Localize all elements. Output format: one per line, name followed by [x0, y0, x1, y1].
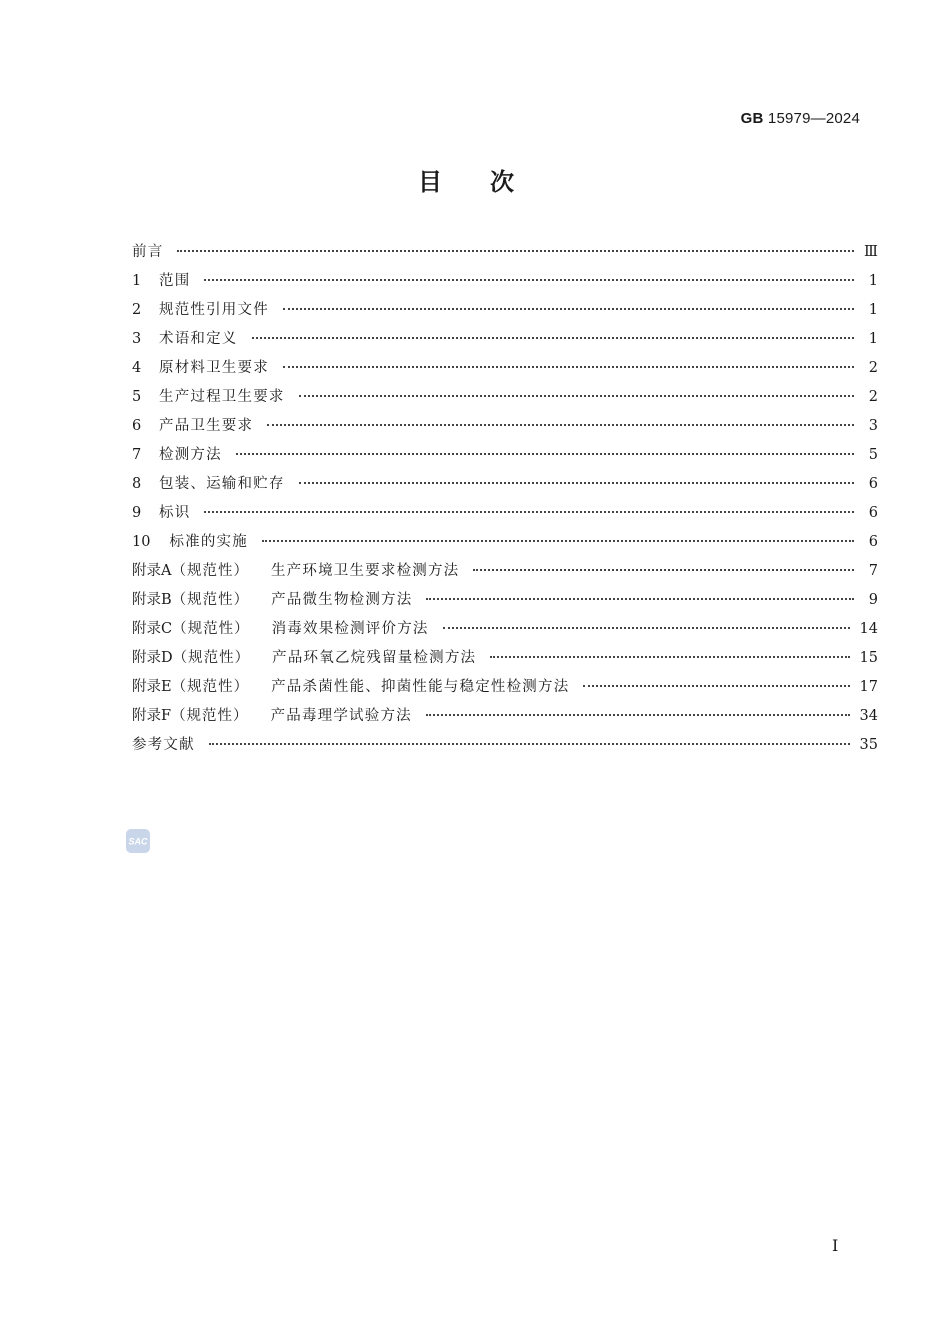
- toc-section-number: 9: [132, 505, 142, 521]
- toc-section-number: 10: [132, 534, 151, 550]
- toc-page-number: 6: [868, 505, 878, 521]
- toc-leader-dots: [252, 337, 855, 339]
- toc-entry[interactable]: [132, 733, 878, 762]
- toc-page-number: 15: [859, 650, 878, 666]
- toc-section-number: 2: [132, 302, 142, 318]
- toc-annex-label: [132, 646, 250, 667]
- toc-section-number: 8: [132, 476, 142, 492]
- toc-entry-title: 检测方法: [159, 447, 222, 463]
- toc-entry-title: 产品微生物检测方法: [271, 592, 413, 608]
- toc-annex-label: [132, 704, 249, 725]
- standard-code-prefix: GB: [740, 110, 764, 127]
- toc-page-number: 1: [868, 273, 878, 289]
- toc-leader-dots: [426, 714, 850, 716]
- toc-leader-dots: [204, 279, 854, 281]
- page-title: 目次: [418, 168, 562, 196]
- toc-entry[interactable]: [132, 559, 878, 588]
- toc-entry[interactable]: [132, 414, 878, 443]
- toc-entry-title: 产品杀菌性能、抑菌性能与稳定性检测方法: [271, 679, 570, 695]
- toc-entry[interactable]: [132, 501, 878, 530]
- toc-entry[interactable]: [132, 356, 878, 385]
- toc-leader-dots: [299, 395, 854, 397]
- toc-entry[interactable]: [132, 646, 878, 675]
- toc-entry-title: 生产过程卫生要求: [159, 389, 285, 405]
- toc-entry-title: 标识: [159, 505, 191, 521]
- toc-annex-label: [132, 559, 249, 580]
- toc-leader-dots: [177, 250, 854, 252]
- toc-entry[interactable]: [132, 617, 878, 646]
- toc-annex-id: 附录E: [132, 679, 172, 695]
- toc-page-number: 1: [868, 302, 878, 318]
- toc-entry-title: 产品环氧乙烷残留量检测方法: [272, 650, 477, 666]
- toc-leader-dots: [473, 569, 854, 571]
- toc-entry[interactable]: [132, 327, 878, 356]
- toc-entry-title: 术语和定义: [159, 331, 238, 347]
- svg-text:SAC: SAC: [128, 836, 148, 847]
- toc-annex-label: [132, 617, 250, 638]
- toc-leader-dots: [236, 453, 854, 455]
- toc-entry[interactable]: [132, 269, 878, 298]
- toc-entry-title: 标准的实施: [169, 534, 248, 550]
- toc-page-number: 14: [859, 621, 878, 637]
- toc-entry[interactable]: [132, 240, 878, 269]
- toc-entry[interactable]: [132, 443, 878, 472]
- toc-page-number: 3: [868, 418, 878, 434]
- toc-leader-dots: [204, 511, 854, 513]
- toc-entry-title: 产品卫生要求: [159, 418, 254, 434]
- toc-entry-title: 参考文献: [132, 737, 195, 753]
- toc-page-number: 7: [868, 563, 878, 579]
- toc-entry[interactable]: [132, 385, 878, 414]
- toc-annex-label: [132, 588, 249, 609]
- toc-page-number: 9: [868, 592, 878, 608]
- toc-page-number: 5: [868, 447, 878, 463]
- toc-page-number: 2: [868, 360, 878, 376]
- toc-page-number: 2: [868, 389, 878, 405]
- toc-leader-dots: [283, 308, 854, 310]
- toc-page-number: 17: [859, 679, 878, 695]
- toc-section-number: 7: [132, 447, 142, 463]
- toc-entry-title: 原材料卫生要求: [159, 360, 269, 376]
- toc-leader-dots: [426, 598, 854, 600]
- toc-page-number: 34: [859, 708, 878, 724]
- toc-section-number: 3: [132, 331, 142, 347]
- toc-leader-dots: [262, 540, 854, 542]
- toc-page-number: 6: [868, 476, 878, 492]
- toc-entry[interactable]: [132, 530, 878, 559]
- toc-leader-dots: [209, 743, 850, 745]
- toc-leader-dots: [490, 656, 849, 658]
- toc-annex-label: [132, 675, 249, 696]
- toc-annex-type: （规范性）: [171, 679, 250, 695]
- page-number: Ⅰ: [832, 1236, 839, 1255]
- sac-seal-icon: [125, 828, 151, 854]
- toc-entry[interactable]: [132, 675, 878, 704]
- toc-section-number: 6: [132, 418, 142, 434]
- toc-leader-dots: [299, 482, 854, 484]
- toc-annex-id: 附录C: [132, 621, 173, 637]
- toc-annex-id: 附录D: [132, 650, 173, 666]
- table-of-contents: [132, 240, 878, 762]
- toc-page-number: 35: [859, 737, 878, 753]
- toc-leader-dots: [283, 366, 854, 368]
- toc-annex-type: （规范性）: [172, 650, 251, 666]
- toc-page-number: 1: [868, 331, 878, 347]
- toc-entry[interactable]: [132, 472, 878, 501]
- toc-entry-title: 生产环境卫生要求检测方法: [270, 563, 460, 579]
- toc-entry-title: 产品毒理学试验方法: [270, 708, 412, 724]
- toc-page-number: 6: [868, 534, 878, 550]
- standard-code: [741, 110, 860, 127]
- toc-annex-id: 附录A: [132, 563, 172, 579]
- toc-entry[interactable]: [132, 588, 878, 617]
- toc-entry-title: 规范性引用文件: [159, 302, 269, 318]
- toc-entry[interactable]: [132, 298, 878, 327]
- standard-code-number: 15979—2024: [767, 110, 860, 127]
- toc-section-number: 4: [132, 360, 142, 376]
- toc-annex-type: （规范性）: [171, 708, 249, 724]
- toc-entry-title: 范围: [159, 273, 191, 289]
- toc-leader-dots: [583, 685, 849, 687]
- toc-page-number: Ⅲ: [864, 244, 878, 260]
- toc-annex-type: （规范性）: [171, 563, 249, 579]
- toc-annex-id: 附录B: [132, 592, 172, 608]
- toc-leader-dots: [443, 627, 850, 629]
- toc-section-number: 1: [132, 273, 142, 289]
- toc-entry-title: 消毒效果检测评价方法: [271, 621, 429, 637]
- toc-annex-type: （规范性）: [172, 621, 250, 637]
- toc-annex-type: （规范性）: [171, 592, 250, 608]
- toc-leader-dots: [267, 424, 854, 426]
- toc-annex-id: 附录F: [132, 708, 172, 724]
- toc-entry-title: 包装、运输和贮存: [159, 476, 285, 492]
- toc-section-number: 5: [132, 389, 142, 405]
- toc-entry-title: 前言: [132, 244, 164, 260]
- toc-entry[interactable]: [132, 704, 878, 733]
